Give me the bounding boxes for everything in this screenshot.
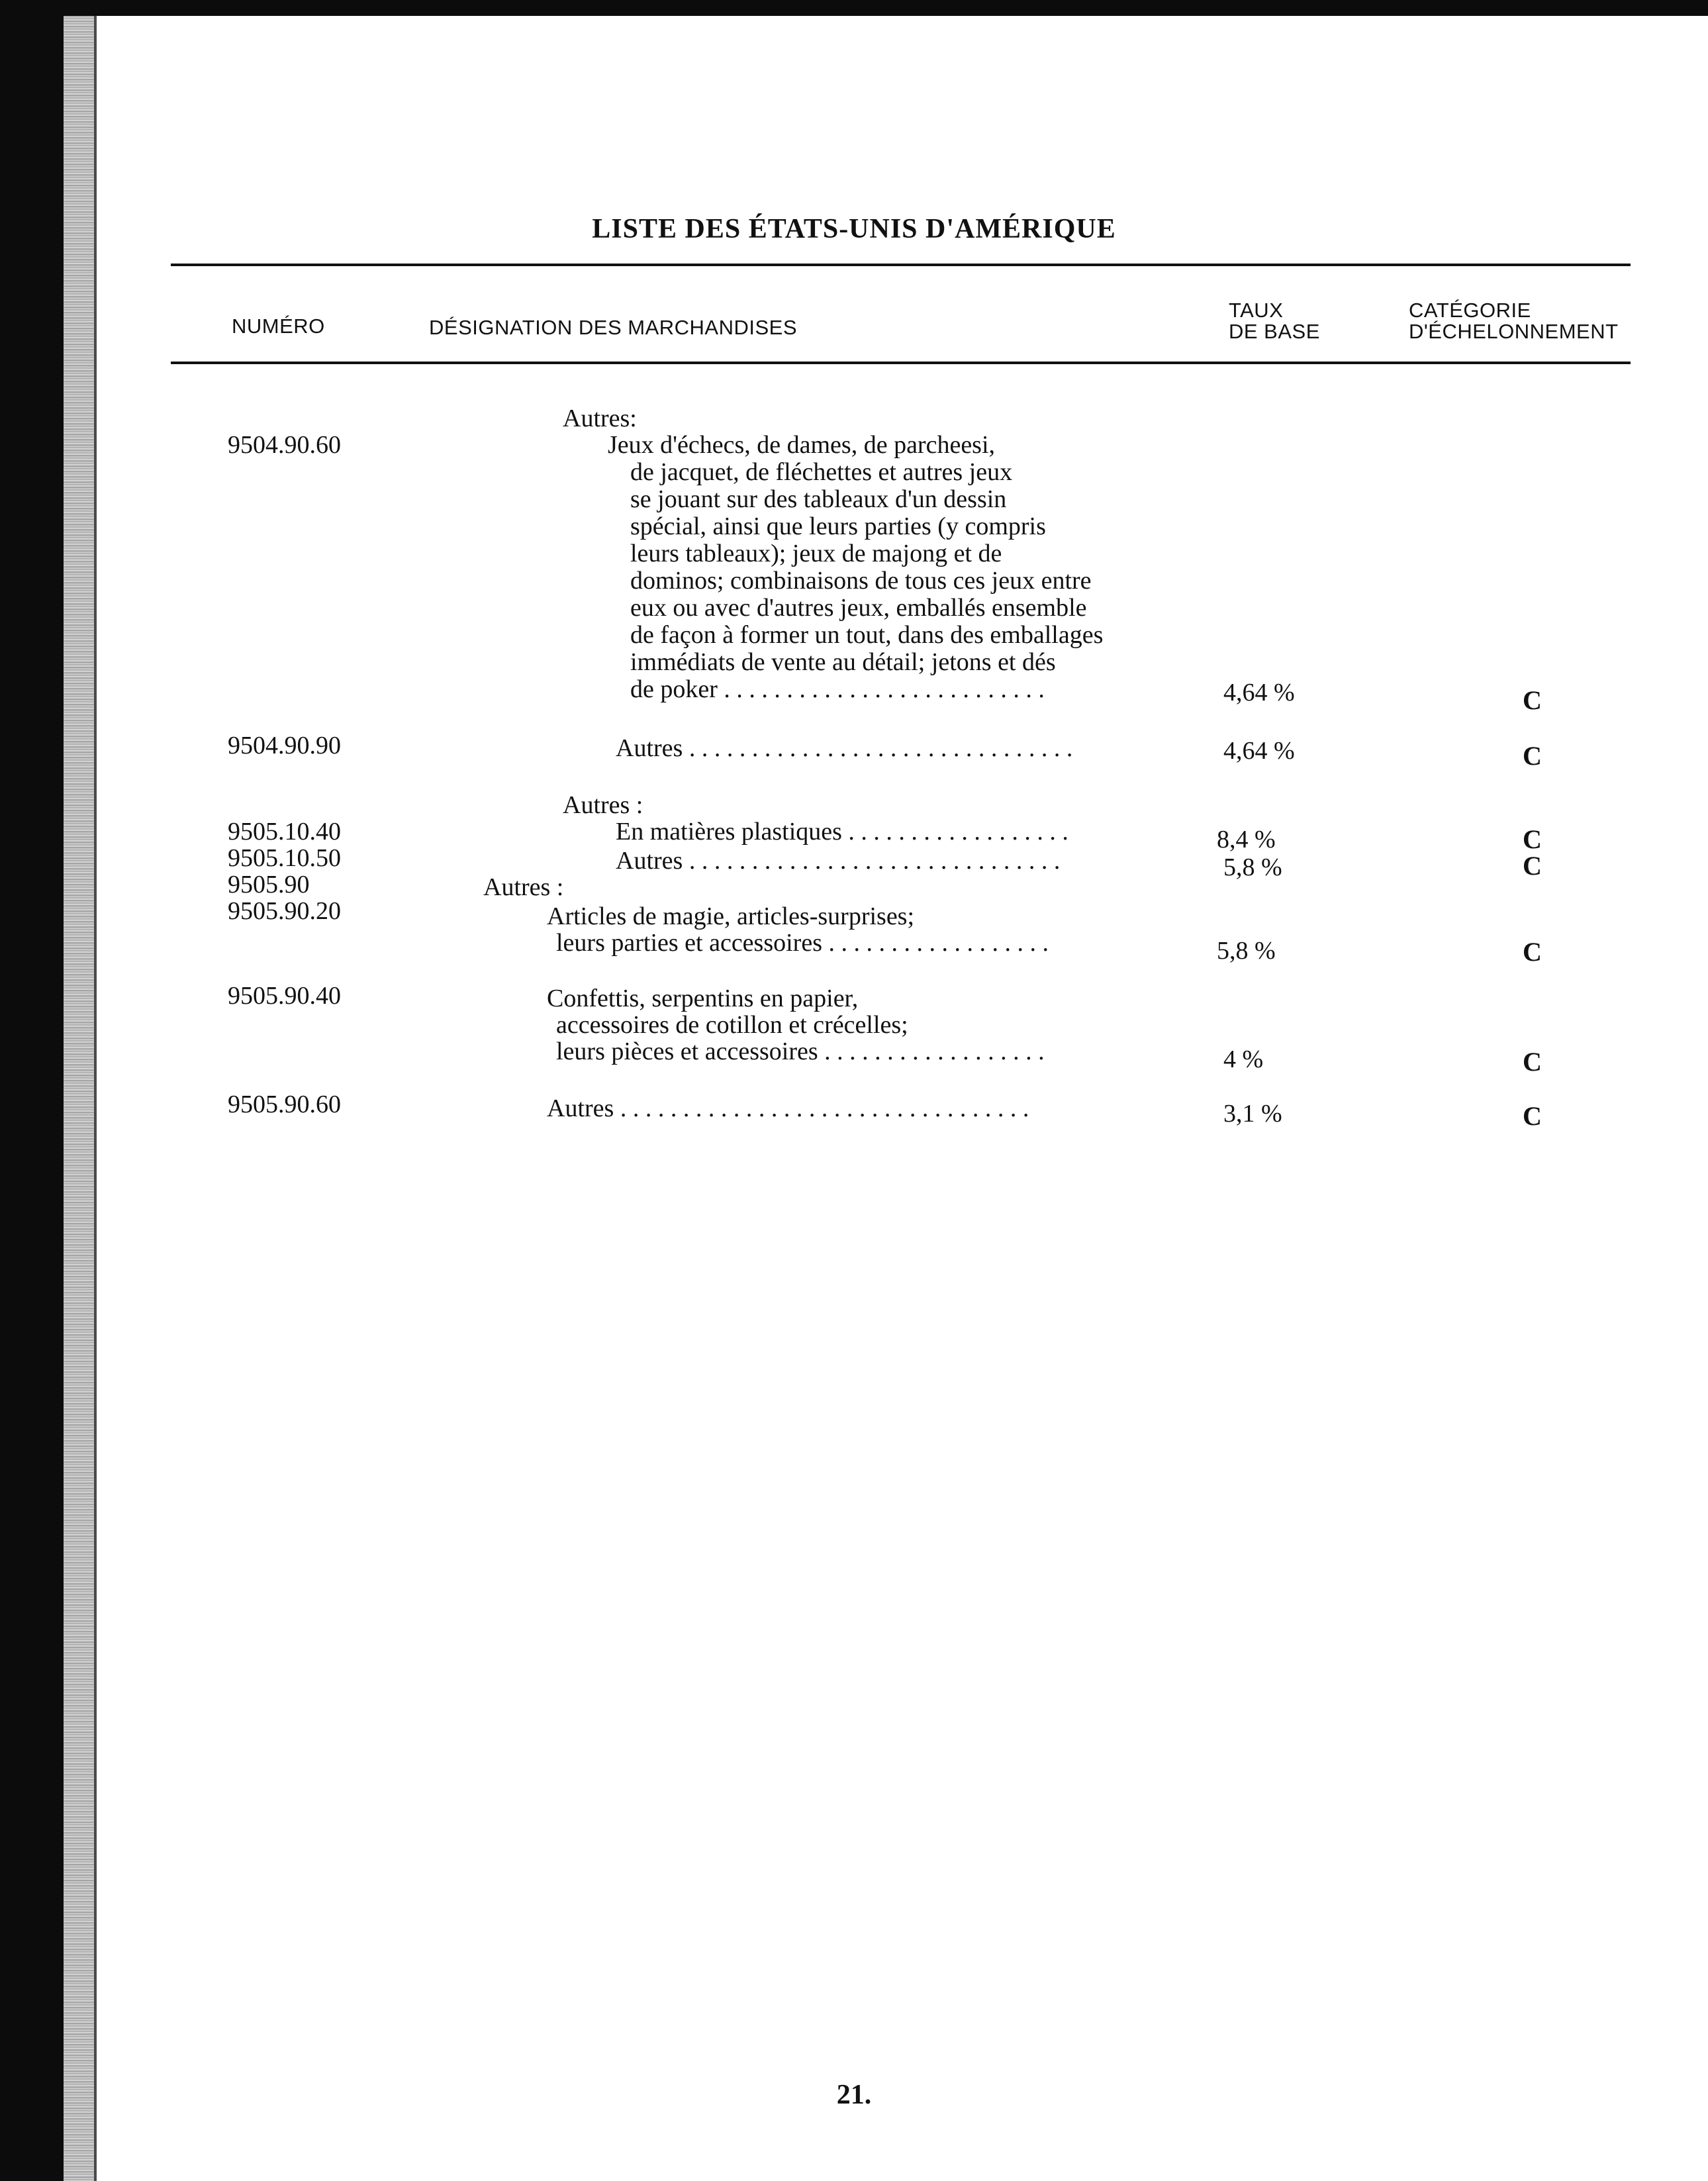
tariff-number: 9505.10.50 (228, 844, 341, 872)
description-line: accessoires de cotillon et crécelles; (556, 1011, 908, 1039)
staging-category: C (1523, 851, 1542, 881)
base-rate: 4,64 % (1223, 737, 1295, 765)
description-line-final (556, 930, 1049, 956)
page-binding-line (94, 16, 97, 2181)
base-rate: 5,8 % (1217, 937, 1276, 965)
tariff-number: 9505.90.20 (228, 897, 341, 925)
subheading-autres: Autres : (563, 791, 643, 819)
subheading-autres: Autres : (483, 873, 564, 901)
scan-top-border (0, 0, 1708, 16)
description-line-final (556, 1038, 1045, 1065)
dot-leader: . . . . . . . . . . . . . . . . . . . . . . . . . . . . . . (683, 847, 1061, 875)
column-header-categorie-line1: CATÉGORIE (1409, 299, 1531, 322)
staging-category: C (1523, 741, 1542, 771)
column-header-numero: NUMÉRO (232, 315, 325, 338)
staging-category: C (1523, 1047, 1542, 1077)
dot-leader: . . . . . . . . . . . . . . . . . . (822, 929, 1049, 957)
column-header-taux-line1: TAUX (1229, 299, 1284, 322)
base-rate: 5,8 % (1223, 853, 1282, 881)
staging-category: C (1523, 685, 1542, 715)
description-text: Autres (616, 847, 683, 875)
dot-leader: . . . . . . . . . . . . . . . . . . . . . . . . . . (717, 675, 1045, 703)
page-title: LISTE DES ÉTATS-UNIS D'AMÉRIQUE (592, 214, 1116, 244)
staging-category: C (1523, 824, 1542, 854)
base-rate: 3,1 % (1223, 1100, 1282, 1128)
description-line-final (630, 676, 1045, 703)
tariff-number: 9505.10.40 (228, 818, 341, 846)
page-number: 21. (836, 2080, 872, 2110)
column-header-designation: DÉSIGNATION DES MARCHANDISES (429, 316, 798, 339)
base-rate: 8,4 % (1217, 826, 1276, 853)
description-line-final (616, 848, 1060, 874)
staging-category: C (1523, 1101, 1542, 1131)
tariff-number: 9504.90.60 (228, 431, 341, 459)
description-line: spécial, ainsi que leurs parties (y compris (630, 512, 1046, 540)
description-line-final (616, 735, 1072, 761)
staging-category: C (1523, 937, 1542, 967)
description-text: En matières plastiques (616, 818, 842, 846)
column-header-categorie-line2: D'ÉCHELONNEMENT (1409, 320, 1619, 343)
description-text: leurs pièces et accessoires (556, 1038, 818, 1065)
description-line: Confettis, serpentins en papier, (547, 985, 859, 1012)
description-text: leurs parties et accessoires (556, 929, 822, 957)
description-line: de façon à former un tout, dans des emballages (630, 621, 1104, 649)
description-text: Autres (616, 734, 683, 762)
column-header-taux-line2: DE BASE (1229, 320, 1320, 343)
dot-leader: . . . . . . . . . . . . . . . . . . . . . . . . . . . . . . . (683, 734, 1073, 762)
description-line: eux ou avec d'autres jeux, emballés ensemble (630, 594, 1087, 622)
description-line: se jouant sur des tableaux d'un dessin (630, 485, 1007, 513)
scan-left-border (0, 0, 64, 2181)
page-binding-edge (64, 16, 94, 2181)
dot-leader: . . . . . . . . . . . . . . . . . . . . . . . . . . . . . . . . . (614, 1094, 1029, 1122)
description-line: leurs tableaux); jeux de majong et de (630, 540, 1002, 567)
tariff-number: 9504.90.90 (228, 732, 341, 759)
description-line: Articles de magie, articles-surprises; (547, 902, 915, 930)
description-text: de poker (630, 675, 718, 703)
description-line: Jeux d'échecs, de dames, de parcheesi, (608, 431, 996, 459)
description-line: immédiats de vente au détail; jetons et dés (630, 648, 1056, 676)
tariff-number: 9505.90 (228, 871, 310, 898)
subheading-autres: Autres: (563, 405, 637, 432)
description-text: Autres (547, 1094, 614, 1122)
dot-leader: . . . . . . . . . . . . . . . . . . (841, 818, 1068, 846)
description-line-final (547, 1095, 1029, 1122)
dot-leader: . . . . . . . . . . . . . . . . . . (818, 1038, 1045, 1065)
tariff-number: 9505.90.40 (228, 982, 341, 1010)
description-line: dominos; combinaisons de tous ces jeux entre (630, 567, 1092, 595)
description-line: de jacquet, de fléchettes et autres jeux (630, 458, 1013, 486)
description-line-final (616, 818, 1068, 845)
header-bottom-rule (171, 362, 1631, 364)
tariff-number: 9505.90.60 (228, 1090, 341, 1118)
header-top-rule (171, 264, 1631, 266)
base-rate: 4 % (1223, 1045, 1264, 1073)
base-rate: 4,64 % (1223, 679, 1295, 706)
